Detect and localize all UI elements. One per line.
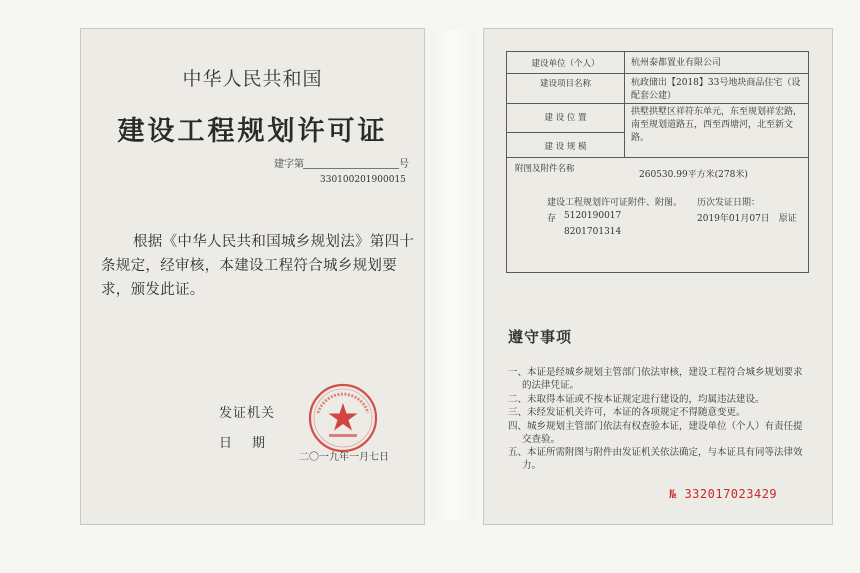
list-item: 二、未取得本证或不按本证规定进行建设的，均属违法建设。 [508, 393, 765, 405]
left-page [80, 28, 425, 525]
permit-number-underline [303, 168, 399, 169]
rules-list [508, 366, 808, 473]
certificate-title: 建设工程规划许可证 [117, 116, 388, 147]
country-name: 中华人民共和国 [182, 68, 323, 90]
right-page [483, 28, 833, 525]
permit-number-label: 建字第 [274, 159, 304, 170]
table-row [507, 104, 809, 133]
issue-date: 二〇一九年一月七日 [299, 452, 389, 463]
certificate-body-text: 根据《中华人民共和国城乡规划法》第四十条规定，经审核，本建设工程符合城乡规划要求，颁发此证。 [101, 234, 415, 298]
date-label: 日期 [219, 436, 286, 451]
permit-number-value: 330100201900015 [320, 175, 406, 185]
history-dates-label: 历次发证日期： [697, 198, 761, 208]
row-value: 杭政储出【2018】33号地块商品住宅（设配套公建） [625, 74, 809, 104]
archive-number: 5120190017 [564, 211, 622, 221]
archive-label: 存 [547, 214, 557, 224]
list-item: 一、本证是经城乡规划主管部门依法审核，建设工程符合城乡规划要求的法律凭证。 [508, 367, 803, 391]
row-value: 杭州泰都置业有限公司 [625, 52, 809, 74]
row-value [625, 104, 809, 158]
issuer-label: 发证机关 [219, 406, 276, 421]
list-item: 三、未经发证机关许可，本证的各项规定不得随意变更。 [508, 407, 746, 418]
location-text: 拱墅拱墅区祥符东单元，东至规划祥宏路，南至规划道路五，西至西塘河，北至新文路。 [631, 107, 803, 143]
history-date-entry: 2019年01月07日 原证 [697, 214, 797, 224]
row-label: 建 设 规 模 [507, 133, 625, 158]
list-item: 四、城乡规划主管部门依法有权查验本证，建设单位（个人）有责任提交查验。 [508, 420, 803, 445]
row-label: 建设单位（个人） [507, 52, 625, 74]
rules-title: 遵守事项 [508, 328, 573, 346]
attachment-doc-name: 建设工程规划许可证附件、附图。 [547, 198, 683, 208]
construction-scale-value: 260530.99平方米(278米) [639, 170, 748, 180]
table-row [507, 74, 809, 104]
official-seal-stamp [308, 383, 378, 453]
table-row [507, 52, 809, 74]
archive-number: 8201701314 [564, 227, 622, 237]
attachments-label: 附图及附件名称 [515, 164, 575, 174]
row-label: 建 设 位 置 [507, 104, 625, 133]
serial-number: № 332017023429 [669, 487, 778, 501]
book-spine-gutter [430, 30, 476, 520]
permit-number-suffix: 号 [399, 159, 409, 170]
project-info-table [506, 51, 809, 273]
row-label: 建设项目名称 [507, 74, 625, 104]
list-item: 五、本证所需附图与附件由发证机关依法确定，与本证具有同等法律效力。 [508, 447, 803, 471]
seal-star-icon [329, 403, 358, 431]
